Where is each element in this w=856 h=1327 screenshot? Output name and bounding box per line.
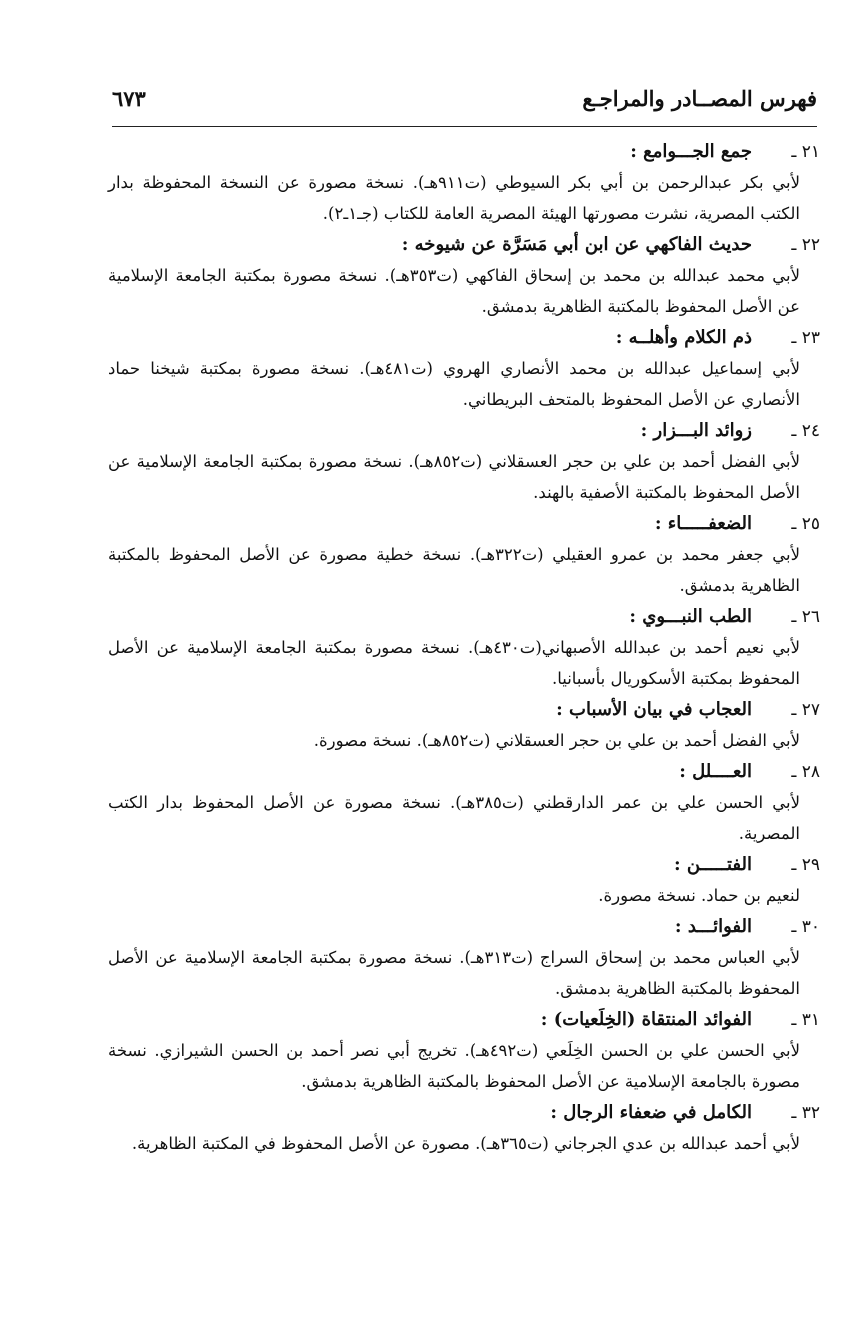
entry-title: حديث الفاكهي عن ابن أبي مَسَرَّة عن شيوخه : — [401, 234, 752, 255]
entry-title: الضعفـــــاء : — [654, 513, 752, 534]
source-entry-25 — [108, 508, 820, 601]
entry-description: لأبي العباس محمد بن إسحاق السراج (ت٣١٣هـ). نسخة مصورة بمكتبة الجامعة الإسلامية عن الأصل المحفوظ بالمكتبة الظاهرية بدمشق. — [108, 948, 800, 998]
entry-title: الفوائد المنتقاة (الخِلَعيات) : — [540, 1009, 752, 1030]
entry-title: العجاب في بيان الأسباب : — [556, 699, 752, 720]
entry-title: الفتـــــن : — [673, 854, 752, 875]
entry-number: ٢١ ـ — [791, 142, 820, 162]
entry-heading — [108, 756, 820, 787]
entry-number: ٢٧ ـ — [791, 700, 820, 720]
entry-number: ٢٩ ـ — [791, 855, 820, 875]
entry-description: لأبي جعفر محمد بن عمرو العقيلي (ت٣٢٢هـ). نسخة خطية مصورة عن الأصل المحفوظ بالمكتبة الظاهرية بدمشق. — [108, 545, 800, 595]
source-entry-23 — [108, 322, 820, 415]
entry-number: ٢٤ ـ — [791, 421, 820, 441]
page-header — [112, 86, 817, 120]
sources-list — [108, 136, 820, 1159]
entry-description: لأبي نعيم أحمد بن عبدالله الأصبهاني(ت٤٣٠هـ). نسخة مصورة بمكتبة الجامعة الإسلامية عن الأصل المحفوظ بمكتبة الأسكوريال بأسبانيا. — [108, 638, 800, 688]
entry-number: ٣٠ ـ — [791, 917, 820, 937]
entry-heading — [108, 508, 820, 539]
entry-description: لأبي الفضل أحمد بن علي بن حجر العسقلاني (ت٨٥٢هـ). نسخة مصورة. — [313, 731, 800, 750]
running-title: فهرس المصــادر والمراجـع — [582, 86, 817, 111]
entry-description: لأبي الحسن علي بن الحسن الخِلَعي (ت٤٩٢هـ). تخريج أبي نصر أحمد بن الحسن الشيرازي. نسخة مصورة بالجامعة الإسلامية عن الأصل المحفوظ بالمكتبة الظاهرية بدمشق. — [108, 1041, 800, 1091]
entry-heading — [108, 1097, 820, 1128]
entry-description: لنعيم بن حماد. نسخة مصورة. — [598, 886, 800, 905]
source-entry-28 — [108, 756, 820, 849]
entry-description: لأبي الحسن علي بن عمر الدارقطني (ت٣٨٥هـ). نسخة مصورة عن الأصل المحفوظ بدار الكتب المصرية. — [108, 793, 801, 843]
entry-heading — [108, 322, 820, 353]
entry-heading — [108, 1004, 820, 1035]
source-entry-21 — [108, 136, 820, 229]
entry-heading — [108, 229, 820, 260]
source-entry-30 — [108, 911, 820, 1004]
entry-heading — [108, 911, 820, 942]
entry-number: ٢٦ ـ — [791, 607, 820, 627]
entry-number: ٢٥ ـ — [791, 514, 820, 534]
source-entry-31 — [108, 1004, 820, 1097]
entry-description: لأبي محمد عبدالله بن محمد بن إسحاق الفاكهي (ت٣٥٣هـ). نسخة مصورة بمكتبة الجامعة الإسلامية عن الأصل المحفوظ بالمكتبة الظاهرية بدمشق. — [108, 266, 800, 316]
source-entry-22 — [108, 229, 820, 322]
source-entry-24 — [108, 415, 820, 508]
entry-title: الكامل في ضعفاء الرجال : — [550, 1102, 752, 1123]
entry-title: ذم الكلام وأهلــه : — [615, 327, 752, 348]
entry-title: زوائد البـــزار : — [640, 420, 752, 441]
entry-title: الطب النبـــوي : — [629, 606, 752, 627]
entry-description: لأبي أحمد عبدالله بن عدي الجرجاني (ت٣٦٥هـ). مصورة عن الأصل المحفوظ في المكتبة الظاهرية. — [131, 1134, 800, 1153]
entry-number: ٣١ ـ — [791, 1010, 820, 1030]
source-entry-26 — [108, 601, 820, 694]
entry-description: لأبي بكر عبدالرحمن بن أبي بكر السيوطي (ت٩١١هـ). نسخة مصورة عن النسخة المحفوظة بدار الكتب المصرية، نشرت مصورتها الهيئة المصرية العامة للكتاب (جـ١ـ٢). — [108, 173, 800, 223]
entry-number: ٣٢ ـ — [791, 1103, 820, 1123]
entry-title: العــــلل : — [679, 761, 752, 782]
entry-title: جمع الجـــوامع : — [630, 141, 752, 162]
entry-heading — [108, 694, 820, 725]
entry-heading — [108, 849, 820, 880]
entry-description: لأبي الفضل أحمد بن علي بن حجر العسقلاني (ت٨٥٢هـ). نسخة مصورة بمكتبة الجامعة الإسلامية عن الأصل المحفوظ بالمكتبة الأصفية بالهند. — [108, 452, 800, 502]
source-entry-27 — [108, 694, 820, 756]
header-rule — [112, 126, 817, 127]
entry-number: ٢٢ ـ — [791, 235, 820, 255]
entry-heading — [108, 136, 820, 167]
entry-heading — [108, 601, 820, 632]
entry-number: ٢٨ ـ — [791, 762, 820, 782]
entry-title: الفوائـــد : — [674, 916, 752, 937]
entry-description: لأبي إسماعيل عبدالله بن محمد الأنصاري الهروي (ت٤٨١هـ). نسخة مصورة بمكتبة شيخنا حماد الأنصاري عن الأصل المحفوظ بالمتحف البريطاني. — [108, 359, 800, 409]
page-number: ٦٧٣ — [112, 86, 146, 111]
source-entry-32 — [108, 1097, 820, 1159]
entry-heading — [108, 415, 820, 446]
entry-number: ٢٣ ـ — [791, 328, 820, 348]
source-entry-29 — [108, 849, 820, 911]
